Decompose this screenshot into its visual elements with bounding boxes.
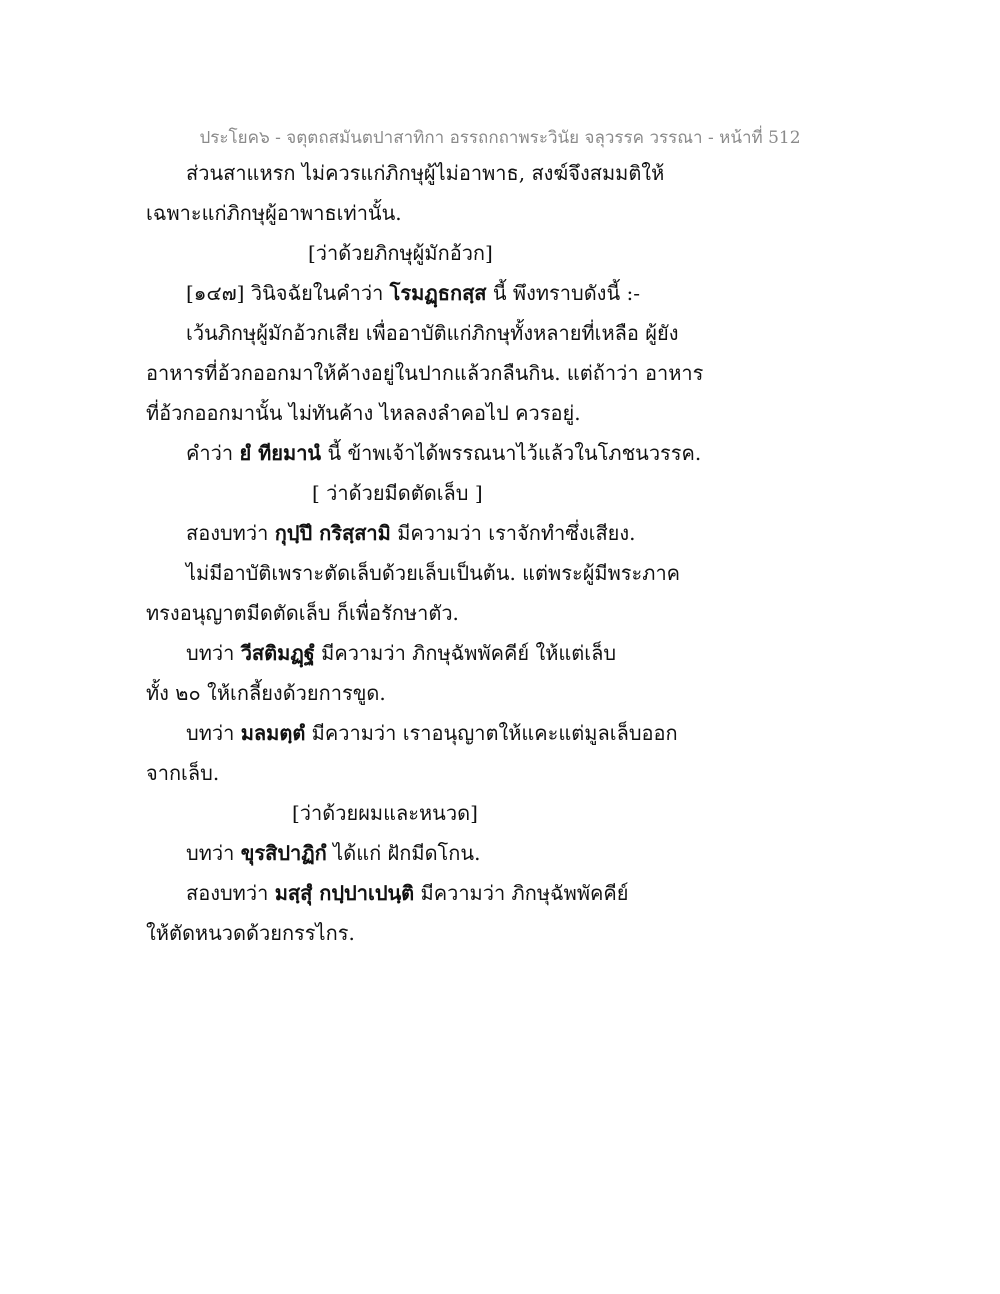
- section-heading: [ว่าด้วยผมและหนวด]: [292, 801, 478, 825]
- pali-term: มลมตฺตํ: [240, 721, 306, 745]
- body-text: มีความว่า เราจักทำซึ่งเสียง.: [390, 521, 636, 545]
- body-line: จากเล็บ.: [146, 761, 220, 785]
- body-line: [186, 283, 640, 303]
- body-line: อาหารที่อ้วกออกมาให้ค้างอยู่ในปากแล้วกลืนกิน. แต่ถ้าว่า อาหาร: [146, 361, 704, 385]
- body-line: เว้นภิกษุผู้มักอ้วกเสีย เพื่ออาบัติแก่ภิกษุทั้งหลายที่เหลือ ผู้ยัง: [186, 321, 679, 345]
- body-text: บทว่า: [186, 721, 241, 745]
- body-text: บทว่า: [186, 641, 241, 665]
- body-text: สองบทว่า: [186, 521, 275, 545]
- body-line: ส่วนสาแหรก ไม่ควรแก่ภิกษุผู้ไม่อาพาธ, สงฆ์จึงสมมติให้: [186, 161, 665, 185]
- body-text: มีความว่า ภิกษุฉัพพัคคีย์: [414, 881, 629, 905]
- body-text: มีความว่า ภิกษุฉัพพัคคีย์ ให้แต่เล็บ: [314, 641, 617, 665]
- body-line: [186, 723, 678, 743]
- body-text: นี้ พึงทราบดังนี้ :-: [486, 281, 640, 305]
- pali-term: วีสติมฏฺฐํ: [240, 641, 315, 665]
- body-line: [186, 523, 636, 543]
- body-line: ให้ตัดหนวดด้วยกรรไกร.: [146, 921, 355, 945]
- body-line: เฉพาะแก่ภิกษุผู้อาพาธเท่านั้น.: [146, 201, 402, 225]
- section-heading: [ว่าด้วยภิกษุผู้มักอ้วก]: [308, 241, 493, 265]
- body-line: ไม่มีอาบัติเพราะตัดเล็บด้วยเล็บเป็นต้น. แต่พระผู้มีพระภาค: [186, 561, 681, 585]
- pali-term: ยํ ทียมานํ: [239, 441, 322, 465]
- body-line: ที่อ้วกออกมานั้น ไม่ทันค้าง ไหลลงลำคอไป ควรอยู่.: [146, 401, 581, 425]
- body-text: บทว่า: [186, 841, 241, 865]
- body-line: [186, 443, 701, 463]
- body-line: [186, 843, 480, 863]
- body-text: สองบทว่า: [186, 881, 275, 905]
- body-text: [๑๔๗] วินิจฉัยในคำว่า: [186, 281, 390, 305]
- page-header: ประโยค๖ - จตุตถสมันตปาสาทิกา อรรถกถาพระวินัย จลุวรรค วรรณา - หน้าที่ 512: [199, 128, 801, 148]
- pali-term: ขุรสิปาฏิกํ: [240, 841, 327, 865]
- body-text: นี้ ข้าพเจ้าได้พรรณนาไว้แล้วในโภชนวรรค.: [321, 441, 702, 465]
- body-text: คำว่า: [186, 441, 240, 465]
- body-line: ทรงอนุญาตมีดตัดเล็บ ก็เพื่อรักษาตัว.: [146, 601, 459, 625]
- body-line: [186, 883, 629, 903]
- section-heading: [ ว่าด้วยมีดตัดเล็บ ]: [312, 481, 483, 505]
- body-line: ทั้ง ๒๐ ให้เกลี้ยงด้วยการขูด.: [146, 681, 386, 705]
- body-line: [186, 643, 616, 663]
- pali-term: โรมฏฺธกสฺส: [389, 281, 487, 305]
- pali-term: มสฺสุํ กปฺปาเปนฺติ: [274, 881, 415, 905]
- body-text: มีความว่า เราอนุญาตให้แคะแต่มูลเล็บออก: [305, 721, 678, 745]
- body-text: ได้แก่ ฝักมีดโกน.: [326, 841, 481, 865]
- pali-term: กุปฺปึ กริสฺสามิ: [274, 521, 391, 545]
